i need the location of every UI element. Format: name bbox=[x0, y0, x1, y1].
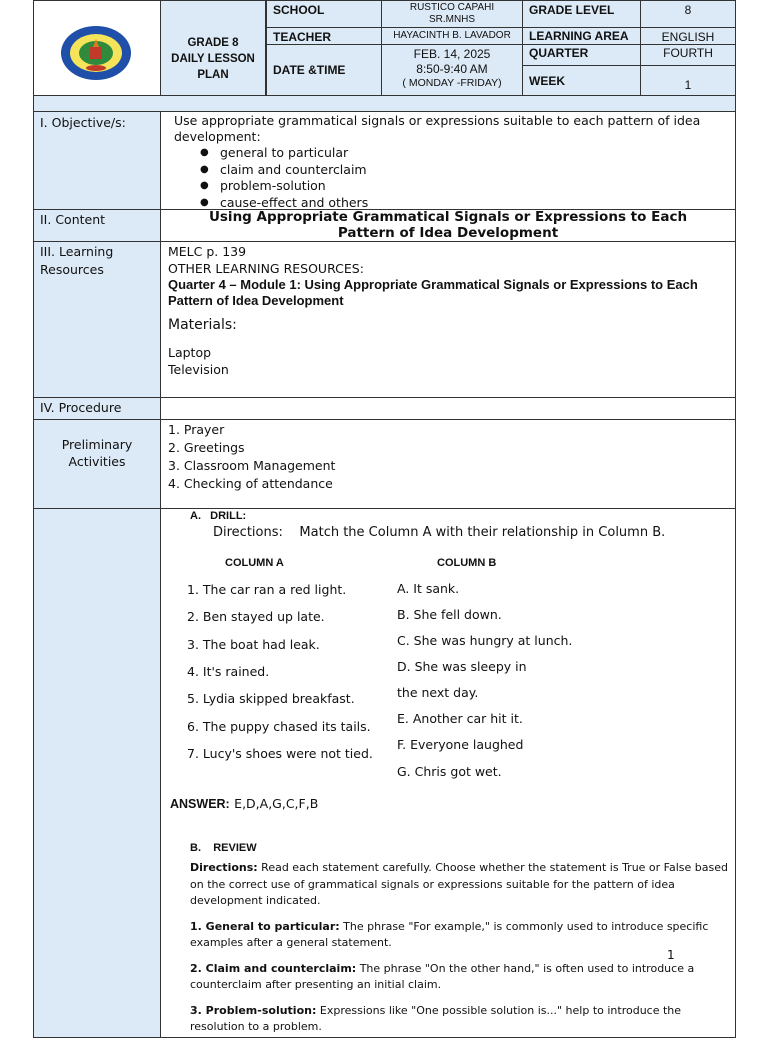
review-item bbox=[190, 919, 730, 952]
learning-area-value: ENGLISH bbox=[640, 27, 736, 45]
column-b-item: C. She was hungry at lunch. bbox=[397, 633, 573, 648]
column-a-item: 7. Lucy's shoes were not tied. bbox=[187, 746, 373, 761]
datetime-label bbox=[266, 44, 382, 96]
column-b-header: COLUMN B bbox=[437, 557, 497, 569]
lesson-left-cell bbox=[33, 508, 161, 1038]
review-directions-label: Directions: bbox=[190, 861, 258, 874]
page-number: 1 bbox=[667, 948, 675, 962]
review-item-text: The phrase "On the other hand," is often used to introduce a counterclaim after presenting an initial claim. bbox=[190, 961, 695, 991]
teacher-label: TEACHER bbox=[266, 27, 382, 45]
column-b-item: A. It sank. bbox=[397, 581, 460, 596]
resources-cell bbox=[160, 241, 736, 398]
materials-label: Materials: bbox=[168, 317, 237, 333]
column-a-item: 4. It's rained. bbox=[187, 664, 270, 679]
column-b-item: F. Everyone laughed bbox=[397, 737, 524, 752]
melc-ref: MELC p. 139 bbox=[168, 244, 247, 259]
module-title: Quarter 4 – Module 1: Using Appropriate Grammatical Signals or Expressions to Each Pattern of Idea Development bbox=[168, 277, 698, 308]
column-b-item: B. She fell down. bbox=[397, 607, 502, 622]
quarter-label: QUARTER bbox=[522, 44, 641, 66]
column-a-item: 3. The boat had leak. bbox=[187, 637, 320, 652]
objective-item: ● problem-solution bbox=[174, 178, 723, 195]
procedure-cell bbox=[160, 397, 736, 420]
review-item-label: 2. Claim and counterclaim: bbox=[190, 961, 357, 975]
objectives-intro: Use appropriate grammatical signals or expressions suitable to each pattern of idea development: bbox=[174, 113, 701, 144]
preliminary-item: 2. Greetings bbox=[168, 440, 245, 455]
content-label: II. Content bbox=[33, 209, 161, 242]
material-item: Laptop bbox=[168, 345, 212, 360]
column-b-item: G. Chris got wet. bbox=[397, 764, 502, 779]
drill-heading: A. DRILL: bbox=[190, 510, 247, 522]
review-item-text: The phrase "For example," is commonly used to introduce specific examples after a general statement. bbox=[190, 919, 709, 949]
preliminary-item: 3. Classroom Management bbox=[168, 458, 336, 473]
preliminary-item: 1. Prayer bbox=[168, 422, 225, 437]
objectives-cell bbox=[160, 111, 736, 210]
learning-area-label: LEARNING AREA bbox=[522, 27, 641, 45]
objective-item: ● general to particular bbox=[174, 145, 723, 162]
datetime-value bbox=[381, 44, 523, 96]
date-value: FEB. 14, 2025 bbox=[413, 47, 491, 61]
content-title: Using Appropriate Grammatical Signals or Expressions to Each Pattern of Idea Development bbox=[160, 209, 736, 242]
objectives-list bbox=[174, 145, 723, 211]
time-value: 8:50-9:40 AM bbox=[416, 62, 488, 76]
material-item: Television bbox=[168, 361, 229, 377]
resources-label: III. Learning Resources bbox=[33, 241, 161, 398]
column-b-item: D. She was sleepy in bbox=[397, 659, 527, 674]
other-resources: OTHER LEARNING RESOURCES: bbox=[168, 261, 364, 276]
datetime-label-text: DATE &TIME bbox=[273, 63, 346, 77]
quarter-value: FOURTH bbox=[640, 44, 736, 66]
review-item bbox=[190, 1003, 730, 1036]
review-directions bbox=[190, 860, 730, 910]
procedure-label: IV. Procedure bbox=[33, 397, 161, 420]
column-a-header: COLUMN A bbox=[225, 557, 284, 569]
school-logo bbox=[60, 25, 132, 81]
review-item-label: 1. General to particular: bbox=[190, 919, 340, 933]
preliminary-label bbox=[33, 419, 161, 509]
preliminary-label-text: Preliminary Activities bbox=[61, 437, 133, 469]
answer-label: ANSWER: bbox=[170, 797, 230, 811]
answer-line bbox=[170, 795, 318, 813]
drill-directions: Directions: Match the Column A with their relationship in Column B. bbox=[213, 525, 666, 540]
preliminary-item: 4. Checking of attendance bbox=[168, 476, 333, 491]
review-directions-text: Read each statement carefully. Choose whether the statement is True or False based on the correct use of grammatical signals or expressions suitable for the pattern of idea development indicated. bbox=[190, 861, 728, 907]
column-b-item: the next day. bbox=[397, 685, 479, 700]
days-value: ( MONDAY -FRIDAY) bbox=[402, 77, 502, 89]
column-a-item: 6. The puppy chased its tails. bbox=[187, 719, 371, 734]
objective-item: ● cause-effect and others bbox=[174, 195, 723, 212]
review-body bbox=[190, 860, 730, 1036]
school-value: RUSTICO CAPAHI SR.MNHS bbox=[381, 0, 523, 28]
review-item-label: 3. Problem-solution: bbox=[190, 1003, 317, 1017]
column-a-item: 2. Ben stayed up late. bbox=[187, 609, 325, 624]
week-label: WEEK bbox=[522, 65, 641, 96]
column-b-item: E. Another car hit it. bbox=[397, 711, 523, 726]
review-item-text: Expressions like "One possible solution is..." help to introduce the resolution to a problem. bbox=[190, 1003, 682, 1033]
objective-item: ● claim and counterclaim bbox=[174, 162, 723, 179]
lesson-title-cell: GRADE 8 DAILY LESSON PLAN bbox=[160, 0, 266, 96]
teacher-value: HAYACINTH B. LAVADOR bbox=[381, 27, 523, 45]
preliminary-cell bbox=[160, 419, 736, 509]
objectives-label: I. Objective/s: bbox=[33, 111, 161, 210]
school-label: SCHOOL bbox=[266, 0, 382, 28]
review-item bbox=[190, 961, 730, 994]
review-heading: B. REVIEW bbox=[190, 842, 257, 854]
answer-value: E,D,A,G,C,F,B bbox=[234, 796, 319, 811]
week-value: 1 bbox=[640, 65, 736, 96]
grade-level-value: 8 bbox=[640, 0, 736, 28]
spacer-row bbox=[33, 95, 736, 112]
grade-level-label: GRADE LEVEL bbox=[522, 0, 641, 28]
column-a-item: 1. The car ran a red light. bbox=[187, 582, 347, 597]
column-a-item: 5. Lydia skipped breakfast. bbox=[187, 691, 355, 706]
